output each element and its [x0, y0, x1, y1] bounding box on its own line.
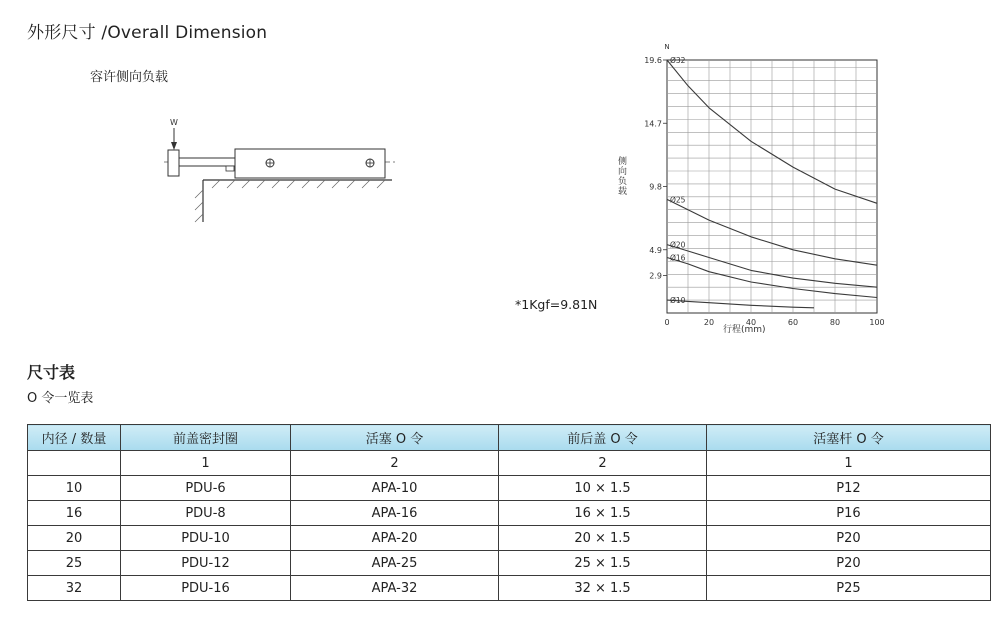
table-cell: 25 — [28, 551, 121, 576]
table-cell: APA-20 — [291, 526, 499, 551]
load-label: W — [170, 118, 178, 127]
x-tick-label: 80 — [829, 318, 841, 327]
table-cell: 10 × 1.5 — [499, 476, 707, 501]
side-load-chart — [610, 38, 900, 338]
table-cell: PDU-16 — [121, 576, 291, 601]
series-label: Ø10 — [670, 296, 686, 306]
table-cell: 20 — [28, 526, 121, 551]
table-cell: 1 — [707, 451, 991, 476]
y-axis-ticks — [644, 56, 667, 281]
table-row — [28, 501, 991, 526]
unit-note: *1Kgf=9.81N — [515, 297, 598, 312]
table-cell: 32 — [28, 576, 121, 601]
diagram-caption: 容许侧向负载 — [90, 70, 169, 85]
y-tick-label: 4.9 — [649, 245, 662, 255]
piston-rod — [179, 158, 235, 166]
table-row — [28, 526, 991, 551]
series-label: Ø16 — [670, 253, 686, 263]
table-row — [28, 576, 991, 601]
table-cell: 10 — [28, 476, 121, 501]
table-cell: 1 — [121, 451, 291, 476]
table-cell: 16 × 1.5 — [499, 501, 707, 526]
x-tick-label: 60 — [787, 318, 799, 327]
table-cell: PDU-6 — [121, 476, 291, 501]
table-cell: PDU-10 — [121, 526, 291, 551]
y-unit-label: N — [664, 43, 670, 51]
table-cell: PDU-12 — [121, 551, 291, 576]
x-tick-label: 0 — [664, 318, 670, 327]
table-cell: 20 × 1.5 — [499, 526, 707, 551]
table-cell: 16 — [28, 501, 121, 526]
header-bore: 内径 / 数量 — [28, 425, 121, 451]
header-front-cover-seal: 前盖密封圈 — [121, 425, 291, 451]
x-axis-label: 行程(mm) — [723, 325, 766, 335]
table-cell: APA-10 — [291, 476, 499, 501]
y-tick-label: 2.9 — [649, 271, 662, 281]
page-title: 外形尺寸 /Overall Dimension — [27, 23, 268, 43]
table-cell — [28, 451, 121, 476]
table-cell: 2 — [291, 451, 499, 476]
table-cell: 32 × 1.5 — [499, 576, 707, 601]
table-subheading: O 令一览表 — [27, 391, 94, 406]
cylinder-body — [235, 149, 385, 178]
header-rod-oring: 活塞杆 O 令 — [707, 425, 991, 451]
table-cell: PDU-8 — [121, 501, 291, 526]
x-tick-label: 20 — [703, 318, 715, 327]
table-heading: 尺寸表 — [27, 363, 76, 382]
table-header-row — [28, 425, 991, 451]
series-label: Ø20 — [670, 240, 686, 250]
table-cell: APA-25 — [291, 551, 499, 576]
table-cell: P16 — [707, 501, 991, 526]
table-cell: 25 × 1.5 — [499, 551, 707, 576]
table-cell: APA-32 — [291, 576, 499, 601]
table-row — [28, 551, 991, 576]
table-cell: APA-16 — [291, 501, 499, 526]
side-load-diagram — [160, 110, 400, 230]
rod-end-plate — [168, 150, 179, 176]
x-tick-label: 100 — [869, 318, 885, 327]
dimension-table — [27, 424, 991, 601]
y-axis-label: 侧向负载 — [616, 156, 626, 196]
series-label: Ø32 — [670, 56, 686, 65]
table-row — [28, 451, 991, 476]
y-tick-label: 19.6 — [644, 56, 662, 65]
load-arrow-head — [171, 142, 177, 150]
mounting-wall — [195, 180, 392, 222]
table-cell: P12 — [707, 476, 991, 501]
header-cover-oring: 前后盖 O 令 — [499, 425, 707, 451]
table-cell: 2 — [499, 451, 707, 476]
table-row — [28, 476, 991, 501]
y-tick-label: 14.7 — [644, 119, 662, 129]
series-label: Ø25 — [670, 195, 686, 205]
header-piston-oring: 活塞 O 令 — [291, 425, 499, 451]
table-cell: P20 — [707, 526, 991, 551]
table-cell: P25 — [707, 576, 991, 601]
rod-nut — [226, 166, 234, 171]
x-axis-ticks — [664, 318, 884, 327]
table-cell: P20 — [707, 551, 991, 576]
y-tick-label: 9.8 — [649, 182, 662, 192]
x-tick-label: 40 — [745, 318, 757, 327]
